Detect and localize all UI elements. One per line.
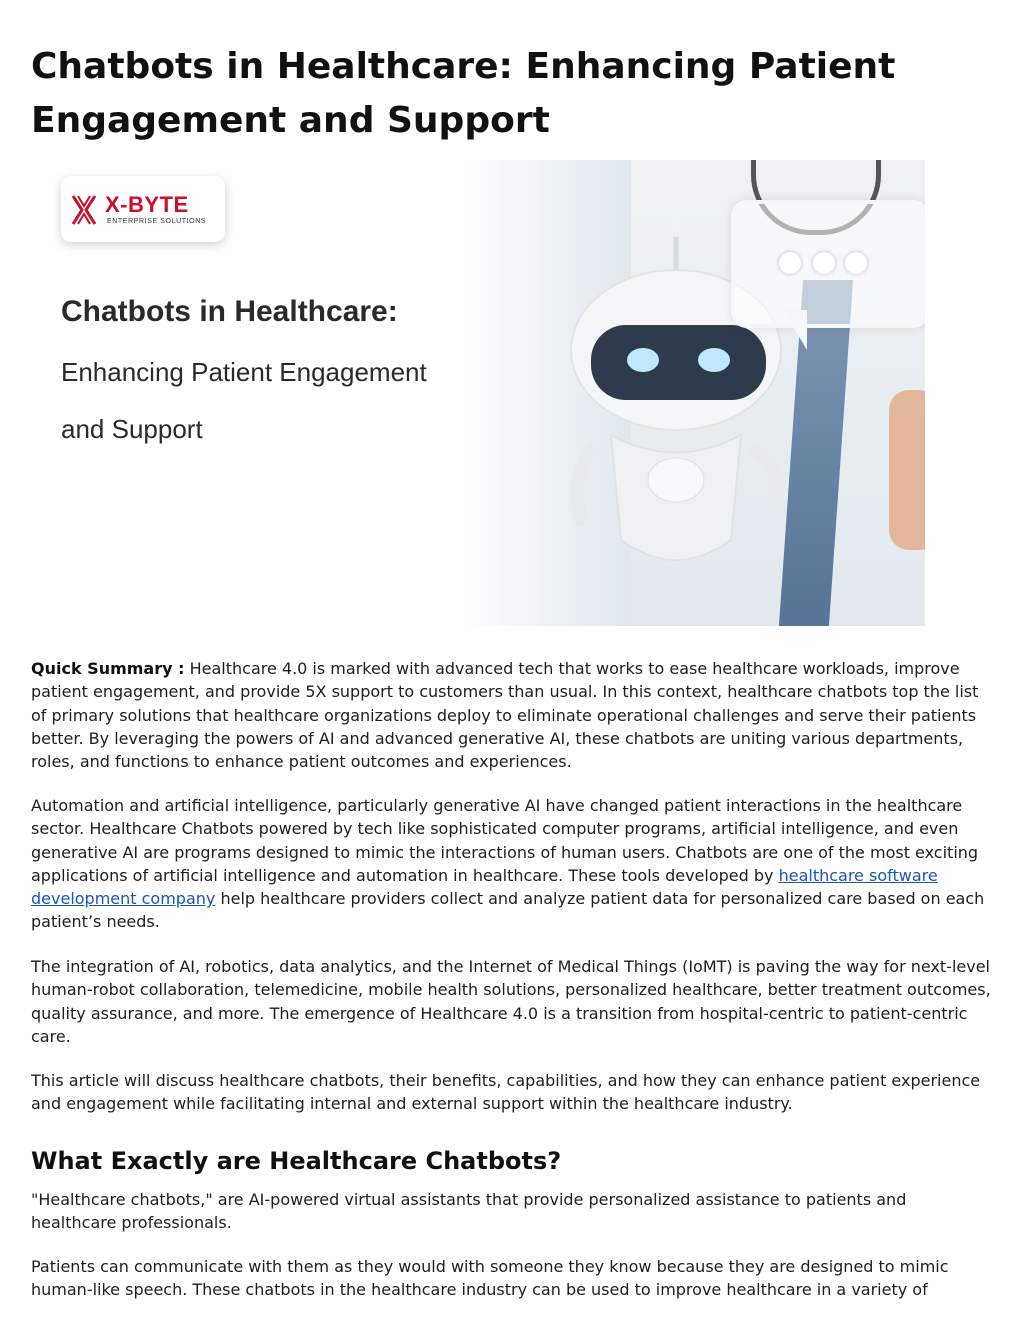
typing-dot-icon bbox=[813, 252, 835, 274]
section-heading: What Exactly are Healthcare Chatbots? bbox=[31, 1147, 562, 1175]
paragraph-article-overview: This article will discuss healthcare chatbots, their benefits, capabilities, and how they can enhance patient experience and engagement while facilitating internal and external support within the healthcare industry. bbox=[31, 1071, 981, 1114]
typing-dot-icon bbox=[845, 252, 867, 274]
logo-tagline: ENTERPRISE SOLUTIONS bbox=[107, 218, 207, 225]
logo-wordmark: X-BYTE bbox=[105, 192, 189, 217]
healthcare-software-link[interactable]: healthcare software development company bbox=[31, 865, 938, 909]
quick-summary-text: Healthcare 4.0 is marked with advanced tech that works to ease healthcare workloads, improve patient engagement, and provide 5X support to customers than usual. In this context, healthcare chatbots top the list of primary solutions that healthcare organizations deploy to eliminate operational challenges and serve their patients better. By leveraging the powers of AI and advanced generative AI, these chatbots are uniting various departments, roles, and functions to enhance patient outcomes and experiences. bbox=[31, 659, 979, 772]
banner-subtitle-line1: Enhancing Patient Engagement bbox=[61, 357, 427, 387]
xbyte-logo-icon bbox=[71, 194, 97, 226]
paragraph-communication: Patients can communicate with them as they would with someone they know because they are designed to mimic human-like speech. These chatbots in the healthcare industry can be used to improve healthcare in a variety of bbox=[31, 1257, 949, 1300]
chat-bubble-tail bbox=[783, 310, 807, 350]
paragraph-text: help healthcare providers collect and analyze patient data for personalized care based on each patient’s needs. bbox=[31, 889, 985, 932]
article-title: Chatbots in Healthcare: Enhancing Patient Engagement and Support bbox=[31, 46, 896, 141]
quick-summary-label: Quick Summary : bbox=[31, 659, 185, 678]
hero-banner-image bbox=[31, 160, 925, 626]
doctor-hand bbox=[889, 390, 925, 550]
xbyte-logo bbox=[61, 176, 225, 242]
typing-dot-icon bbox=[779, 252, 801, 274]
paragraph-text: Automation and artificial intelligence, particularly generative AI have changed patient interactions in the healthcare sector. Healthcare Chatbots powered by tech like sophisticated computer programs, artificial intelligence, and even generative AI are programs designed to mimic the interactions of human users. Chatbots are one of the most exciting applications of artificial intelligence and automation in healthcare. These tools developed by bbox=[31, 796, 979, 885]
paragraph-definition: "Healthcare chatbots," are AI-powered virtual assistants that provide personalized assistance to patients and healthcare professionals. bbox=[31, 1190, 907, 1233]
paragraph-automation bbox=[31, 794, 993, 934]
banner-title: Chatbots in Healthcare: bbox=[61, 295, 398, 328]
banner-subtitle-line2: and Support bbox=[61, 414, 203, 444]
paragraph-integration: The integration of AI, robotics, data analytics, and the Internet of Medical Things (IoMT) is paving the way for next-level human-robot collaboration, telemedicine, mobile health solutions, personalized healthcare, better treatment outcomes, quality assurance, and more. The emergence of Healthcare 4.0 is a transition from hospital-centric to patient-centric care. bbox=[31, 957, 991, 1046]
quick-summary-paragraph bbox=[31, 657, 993, 773]
